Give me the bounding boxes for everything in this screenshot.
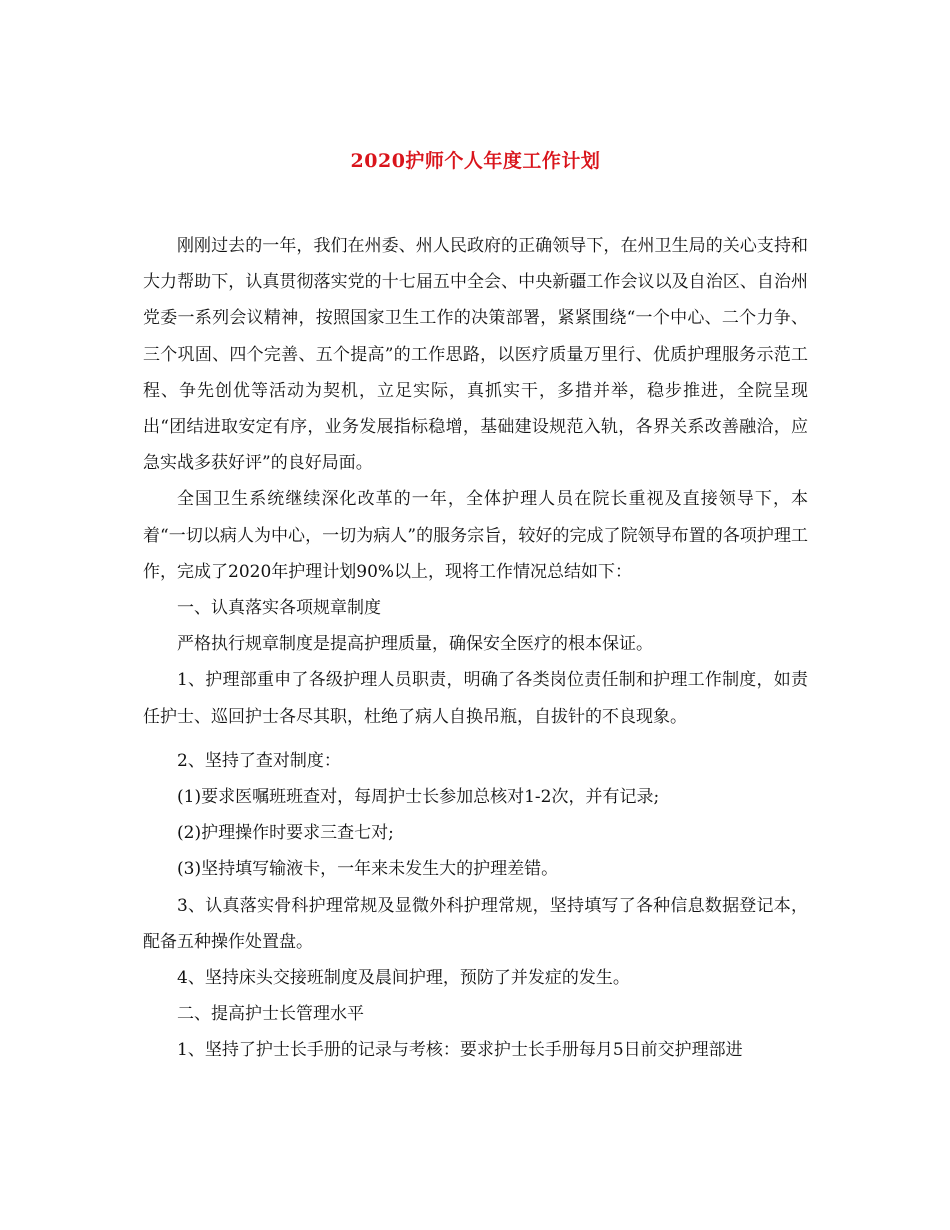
sub-item-3: (3)坚持填写输液卡，一年来未发生大的护理差错。 — [177, 859, 559, 880]
paragraph-rules: 严格执行规章制度是提高护理质量，确保安全医疗的根本保证。 — [177, 634, 653, 655]
list-item-3: 3、认真落实骨科护理常规及显微外科护理常规，坚持填写了各种信息数据登记本，配备五种操作处置盘。 — [143, 895, 808, 952]
section-heading-1: 一、认真落实各项规章制度 — [177, 598, 381, 619]
list-item-1: 1、护理部重申了各级护理人员职责，明确了各类岗位责任制和护理工作制度，如责任护士、巡回护士各尽其职，杜绝了病人自换吊瓶，自拔针的不良现象。 — [143, 670, 808, 727]
document-body — [143, 228, 808, 1069]
sub-item-1: (1)要求医嘱班班查对，每周护士长参加总核对1-2次，并有记录; — [177, 787, 660, 808]
list-item-2: 2、坚持了查对制度： — [177, 750, 341, 771]
sub-item-2: (2)护理操作时要求三查七对; — [177, 823, 394, 844]
paragraph-intro: 刚刚过去的一年，我们在州委、州人民政府的正确领导下，在州卫生局的关心支持和大力帮助下，认真贯彻落实党的十七届五中全会、中央新疆工作会议以及自治区、自治州党委一系列会议精神，按照国家卫生工作的决策部署，紧紧围绕“一个中心、二个力争、三个巩固、四个完善、五个提高”的工作思路，以医疗质量万里行、优质护理服务示范工程、争先创优等活动为契机，立足实际，真抓实干，多措并举，稳步推进，全院呈现出“团结进取安定有序，业务发展指标稳增，基础建设规范入轨，各界关系改善融洽，应急实战多获好评”的良好局面。 — [143, 236, 808, 474]
paragraph-summary: 全国卫生系统继续深化改革的一年，全体护理人员在院长重视及直接领导下，本着“一切以病人为中心，一切为病人”的服务宗旨，较好的完成了院领导布置的各项护理工作，完成了2020年护理计划90%以上，现将工作情况总结如下： — [143, 489, 808, 582]
list-item-4: 4、坚持床头交接班制度及晨间护理，预防了并发症的发生。 — [177, 968, 630, 989]
section-heading-2: 二、提高护士长管理水平 — [177, 1004, 364, 1025]
document-title: 2020护师个人年度工作计划 — [350, 150, 601, 172]
list-item-5: 1、坚持了护士长手册的记录与考核：要求护士长手册每月5日前交护理部进 — [177, 1040, 743, 1061]
